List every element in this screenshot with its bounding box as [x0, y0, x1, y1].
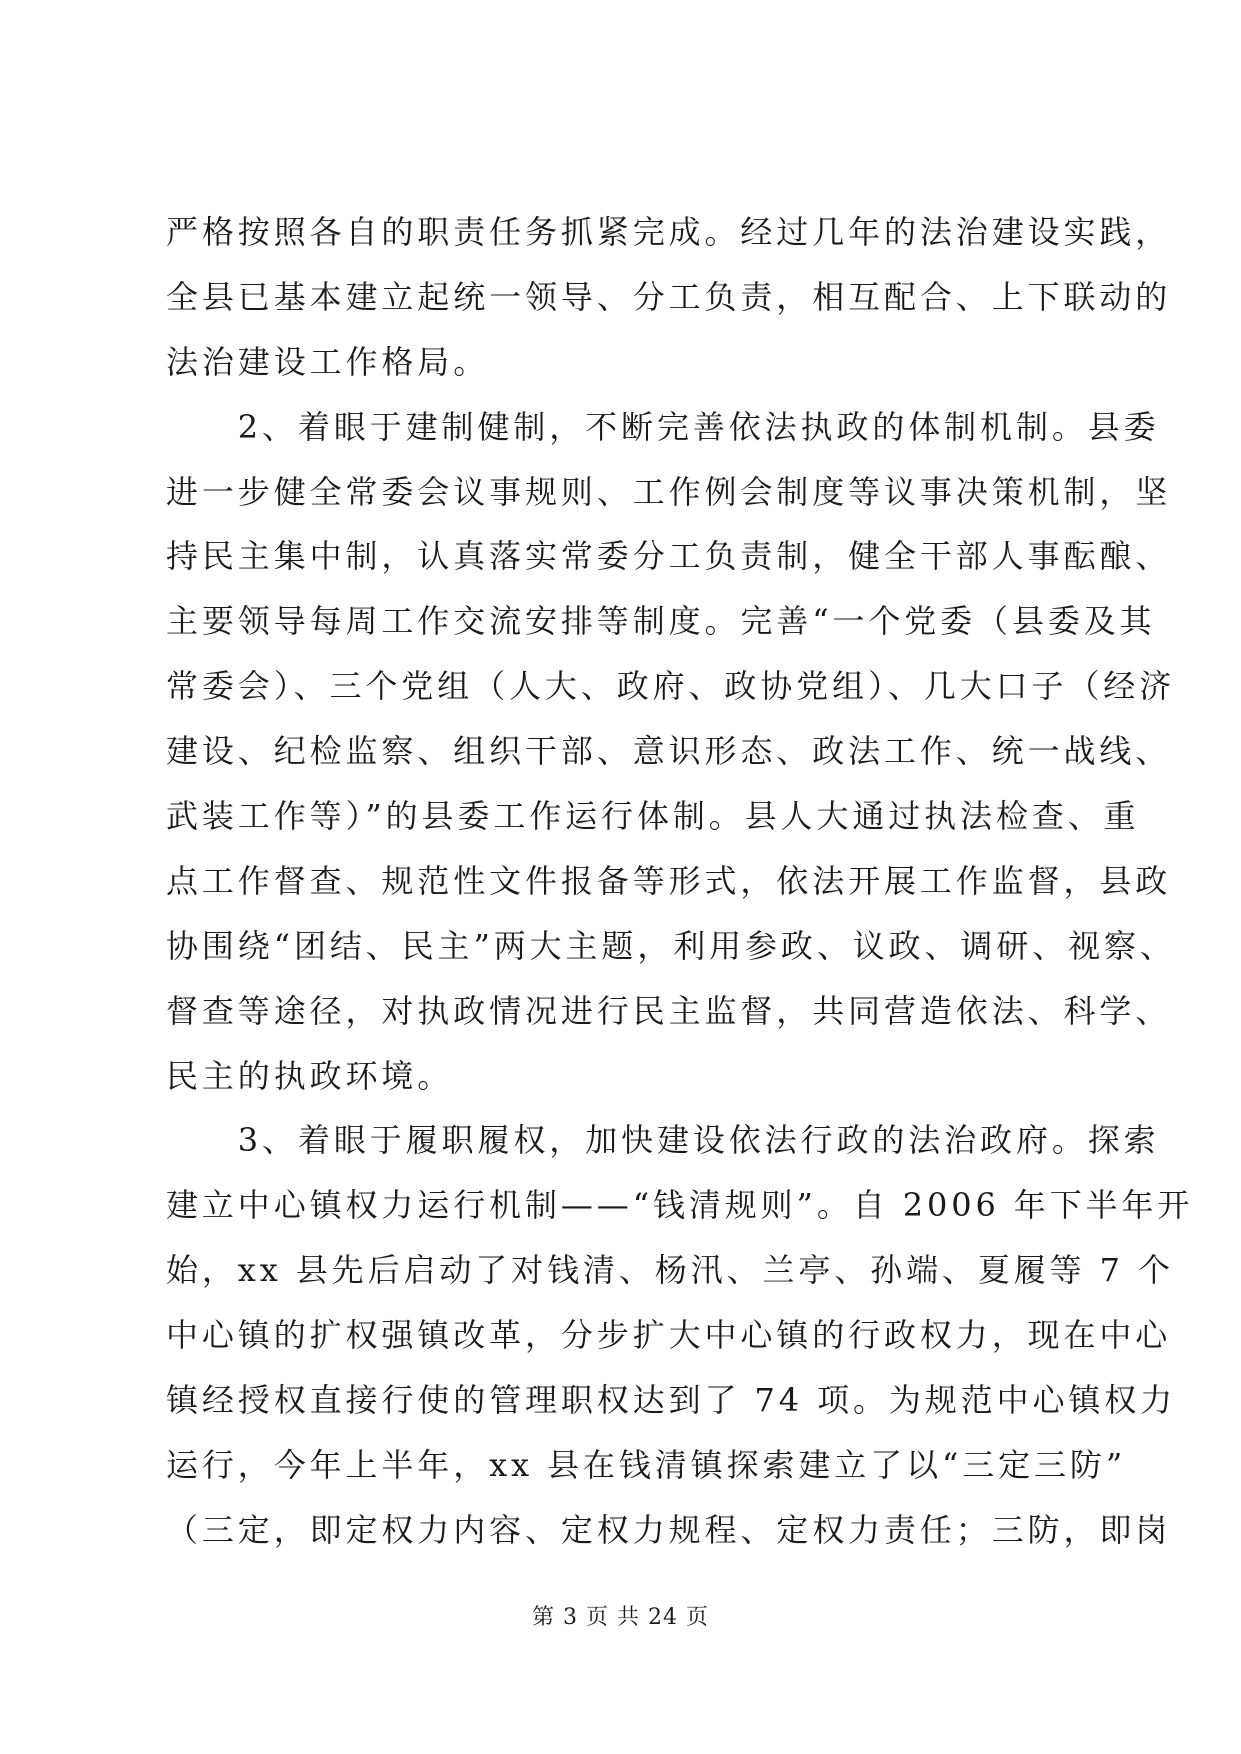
text-line: 始，xx 县先后启动了对钱清、杨汛、兰亭、孙端、夏履等 7 个 [166, 1251, 1174, 1290]
text-line: 严格按照各自的职责任务抓紧完成。经过几年的法治建设实践， [166, 213, 1172, 251]
text-line: 民主的执政环境。 [166, 1056, 454, 1095]
page-number-label: 第 3 页 共 24 页 [532, 1605, 709, 1630]
text-line: 督查等途径，对执政情况进行民主监督，共同营造依法、科学、 [166, 991, 1172, 1030]
text-line: 法治建设工作格局。 [166, 342, 490, 381]
page-footer [0, 1600, 1241, 1631]
text-line: 点工作督查、规范性文件报备等形式，依法开展工作监督，县政 [166, 861, 1172, 900]
text-line: 进一步健全常委会议事规则、工作例会制度等议事决策机制，坚 [166, 472, 1172, 511]
text-line: 持民主集中制，认真落实常委分工负责制，健全干部人事酝酿、 [166, 537, 1172, 576]
text-line: 全县已基本建立起统一领导、分工负责，相互配合、上下联动的 [166, 277, 1172, 316]
text-line: 建设、纪检监察、组织干部、意识形态、政法工作、统一战线、 [166, 732, 1172, 771]
text-line: 中心镇的扩权强镇改革，分步扩大中心镇的行政权力，现在中心 [166, 1316, 1172, 1355]
text-line: 2、着眼于建制健制，不断完善依法执政的体制机制。县委 [166, 407, 1160, 446]
body-text [166, 200, 1194, 1563]
text-line: 运行，今年上半年，xx 县在钱清镇探索建立了以“三定三防” [166, 1445, 1127, 1484]
text-line: 3、着眼于履职履权，加快建设依法行政的法治政府。探索 [166, 1121, 1160, 1160]
text-line: 主要领导每周工作交流安排等制度。完善“一个党委（县委及其 [166, 602, 1156, 641]
text-line: （三定，即定权力内容、定权力规程、定权力责任；三防，即岗 [166, 1510, 1172, 1549]
text-line: 建立中心镇权力运行机制——“钱清规则”。自 2006 年下半年开 [166, 1186, 1194, 1225]
text-line: 协围绕“团结、民主”两大主题，利用参政、议政、调研、视察、 [166, 926, 1176, 965]
text-line: 镇经授权直接行使的管理职权达到了 74 项。为规范中心镇权力 [166, 1381, 1177, 1420]
text-line: 常委会）、三个党组（人大、政府、政协党组）、几大口子（经济 [166, 667, 1176, 706]
text-line: 武装工作等）”的县委工作运行体制。县人大通过执法检查、重 [166, 797, 1140, 836]
